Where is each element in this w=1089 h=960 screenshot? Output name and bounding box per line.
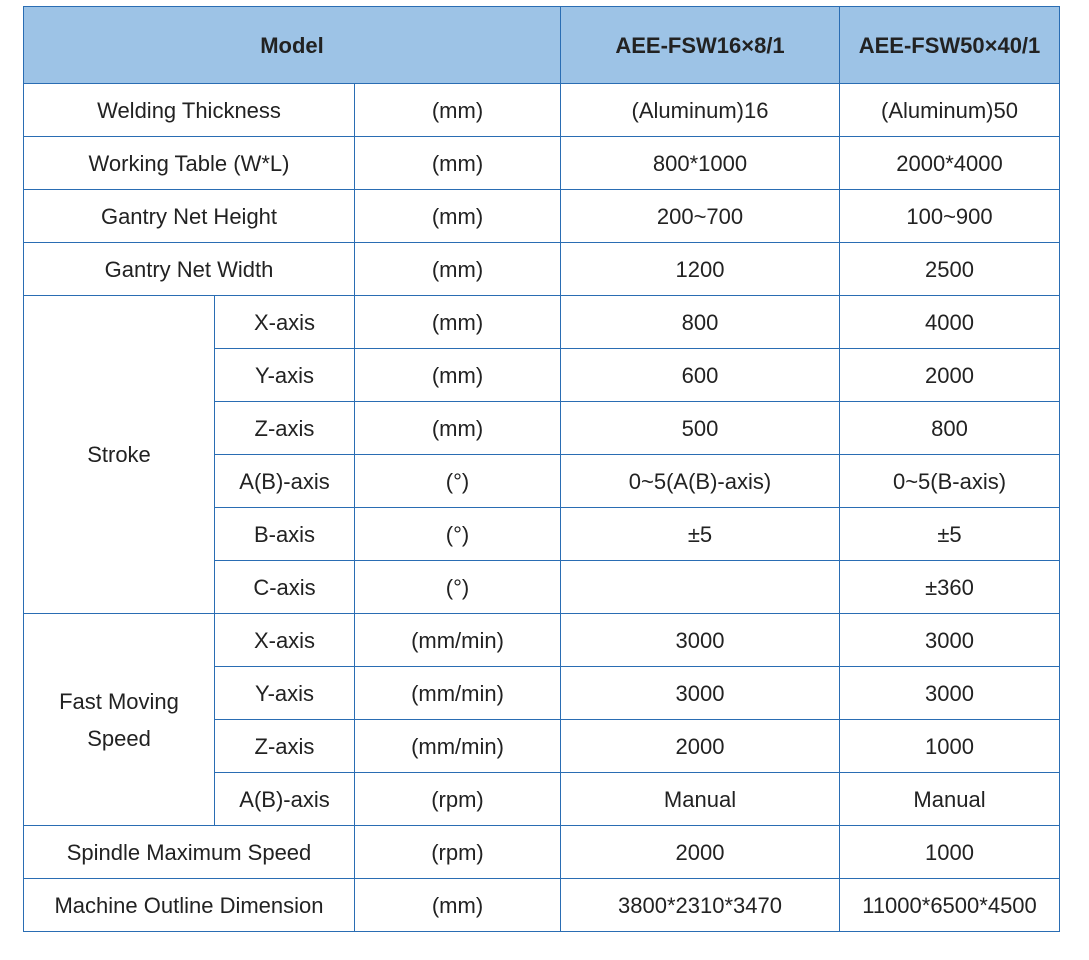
unit-cell: (mm) <box>355 243 561 296</box>
unit-cell: (mm) <box>355 296 561 349</box>
value-cell-1: 500 <box>561 402 840 455</box>
value-cell-1: 800 <box>561 296 840 349</box>
table-row <box>24 137 1060 190</box>
axis-cell: C-axis <box>215 561 355 614</box>
value-cell-1: 3000 <box>561 667 840 720</box>
unit-cell: (mm/min) <box>355 667 561 720</box>
param-cell: Gantry Net Width <box>24 243 355 296</box>
unit-cell: (mm) <box>355 84 561 137</box>
value-cell-2: 1000 <box>840 720 1060 773</box>
value-cell-1: 200~700 <box>561 190 840 243</box>
param-cell: Spindle Maximum Speed <box>24 826 355 879</box>
table-row <box>24 879 1060 932</box>
value-cell-1: ±5 <box>561 508 840 561</box>
spec-table <box>23 6 1060 932</box>
param-cell: Gantry Net Height <box>24 190 355 243</box>
axis-cell: A(B)-axis <box>215 455 355 508</box>
value-cell-1: 1200 <box>561 243 840 296</box>
axis-cell: Z-axis <box>215 720 355 773</box>
axis-cell: X-axis <box>215 614 355 667</box>
unit-cell: (mm/min) <box>355 614 561 667</box>
value-cell-1 <box>561 561 840 614</box>
value-cell-1: 800*1000 <box>561 137 840 190</box>
table-row <box>24 190 1060 243</box>
value-cell-2: 11000*6500*4500 <box>840 879 1060 932</box>
value-cell-2: 3000 <box>840 614 1060 667</box>
header-model-1: AEE-FSW16×8/1 <box>561 7 840 84</box>
axis-cell: A(B)-axis <box>215 773 355 826</box>
axis-cell: Y-axis <box>215 667 355 720</box>
unit-cell: (mm/min) <box>355 720 561 773</box>
unit-cell: (°) <box>355 455 561 508</box>
value-cell-1: 3000 <box>561 614 840 667</box>
param-cell: Welding Thickness <box>24 84 355 137</box>
header-model-2: AEE-FSW50×40/1 <box>840 7 1060 84</box>
value-cell-2: 0~5(B-axis) <box>840 455 1060 508</box>
value-cell-1: 3800*2310*3470 <box>561 879 840 932</box>
value-cell-2: 2500 <box>840 243 1060 296</box>
table-row <box>24 826 1060 879</box>
param-cell: Working Table (W*L) <box>24 137 355 190</box>
group-label-fast-moving-speed: Fast Moving Speed <box>24 614 215 826</box>
header-model: Model <box>24 7 561 84</box>
axis-cell: B-axis <box>215 508 355 561</box>
header-row <box>24 7 1060 84</box>
axis-cell: Z-axis <box>215 402 355 455</box>
value-cell-1: 2000 <box>561 720 840 773</box>
unit-cell: (mm) <box>355 402 561 455</box>
table-row <box>24 614 1060 667</box>
axis-cell: X-axis <box>215 296 355 349</box>
value-cell-1: 0~5(A(B)-axis) <box>561 455 840 508</box>
value-cell-2: (Aluminum)50 <box>840 84 1060 137</box>
value-cell-1: 2000 <box>561 826 840 879</box>
value-cell-2: 800 <box>840 402 1060 455</box>
unit-cell: (°) <box>355 508 561 561</box>
value-cell-1: Manual <box>561 773 840 826</box>
unit-cell: (mm) <box>355 879 561 932</box>
unit-cell: (mm) <box>355 349 561 402</box>
unit-cell: (mm) <box>355 137 561 190</box>
value-cell-2: 100~900 <box>840 190 1060 243</box>
table-row <box>24 296 1060 349</box>
value-cell-2: 1000 <box>840 826 1060 879</box>
value-cell-1: (Aluminum)16 <box>561 84 840 137</box>
value-cell-1: 600 <box>561 349 840 402</box>
unit-cell: (rpm) <box>355 773 561 826</box>
unit-cell: (°) <box>355 561 561 614</box>
group-label-stroke: Stroke <box>24 296 215 614</box>
unit-cell: (rpm) <box>355 826 561 879</box>
axis-cell: Y-axis <box>215 349 355 402</box>
unit-cell: (mm) <box>355 190 561 243</box>
value-cell-2: ±360 <box>840 561 1060 614</box>
value-cell-2: 3000 <box>840 667 1060 720</box>
value-cell-2: 2000 <box>840 349 1060 402</box>
param-cell: Machine Outline Dimension <box>24 879 355 932</box>
value-cell-2: 2000*4000 <box>840 137 1060 190</box>
value-cell-2: Manual <box>840 773 1060 826</box>
table-row <box>24 243 1060 296</box>
value-cell-2: ±5 <box>840 508 1060 561</box>
value-cell-2: 4000 <box>840 296 1060 349</box>
table-row <box>24 84 1060 137</box>
